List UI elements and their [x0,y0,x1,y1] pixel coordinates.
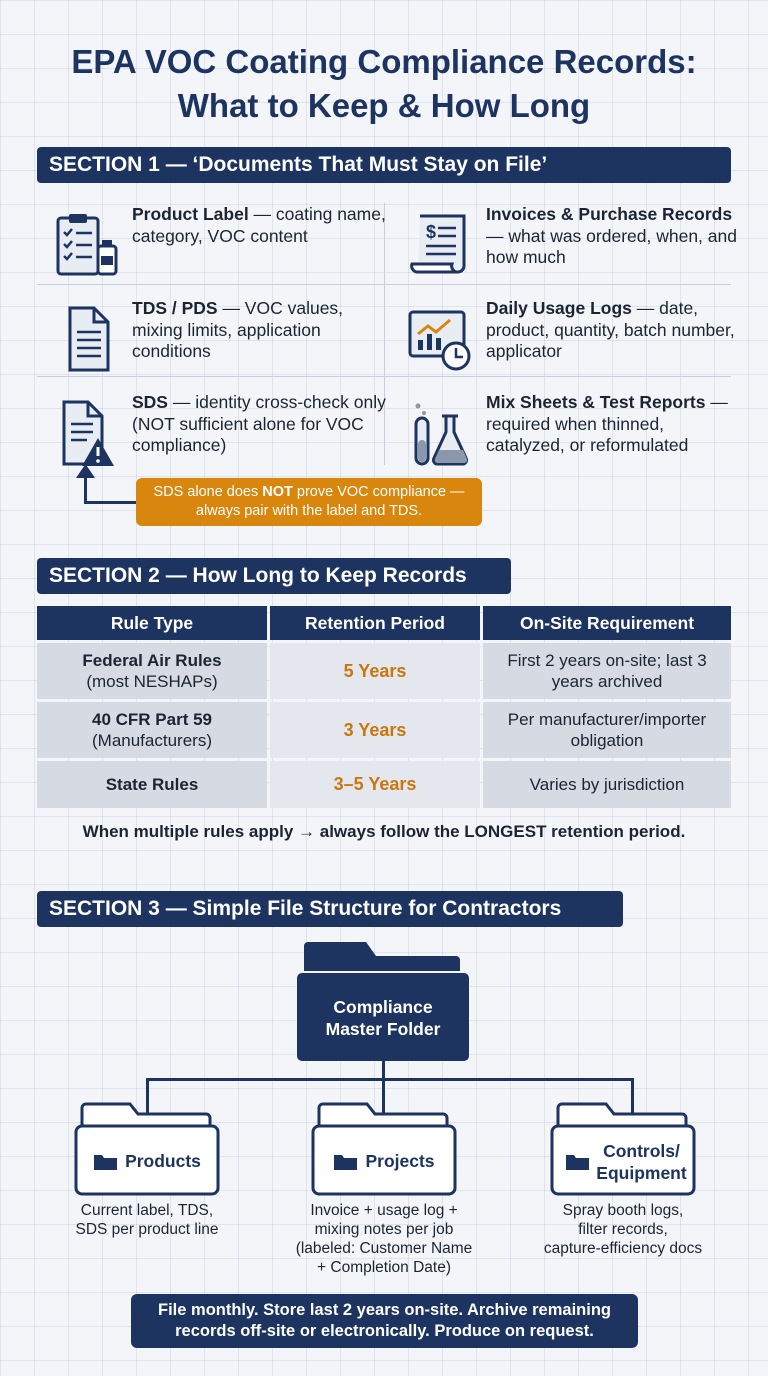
doc-name: Mix Sheets & Test Reports [486,392,706,412]
doc-name: Invoices & Purchase Records [486,204,733,224]
doc-name: SDS [132,392,168,412]
products-folder-label [74,1151,220,1172]
rule-sub: (Manufacturers) [92,731,212,750]
products-folder-description [44,1201,250,1239]
rule-sub: (most NESHAPs) [86,672,218,691]
desc-line: capture-efficiency docs [543,1240,703,1257]
filing-instructions-box [131,1294,638,1348]
desc-line: filter records, [578,1221,668,1238]
lab-flask-icon [406,400,474,468]
desc-line: mixing notes per job [314,1221,454,1238]
doc-item-daily-usage-logs [396,298,736,384]
title-line-1: EPA VOC Coating Compliance Records: [71,43,697,80]
projects-label-text: Projects [365,1151,435,1171]
table-row-1-rule [37,643,267,699]
doc-item-invoices [396,204,736,290]
doc-desc: — date, product, quantity, batch number, applicator [486,298,735,361]
doc-desc: — required when thinned, catalyzed, or reformulated [486,392,728,455]
controls-folder-description [520,1201,726,1258]
doc-text [486,392,746,457]
desc-line: Invoice + usage log + [310,1202,458,1219]
filing-line-2: records off-site or electronically. Produce on request. [175,1322,594,1340]
rule-name: 40 CFR Part 59 [92,710,212,729]
section1-header: SECTION 1 — ‘Documents That Must Stay on File’ [37,147,731,183]
projects-folder-description [278,1201,490,1277]
desc-line: (labeled: Customer Name [295,1240,473,1257]
warning-text-post: prove VOC compliance — always pair with the label and TDS. [195,484,465,519]
controls-label-line2: Equipment [596,1163,687,1183]
section3-header: SECTION 3 — Simple File Structure for Contractors [37,891,623,927]
warning-text-pre: SDS alone does [153,484,263,500]
invoice-receipt-icon [406,212,474,280]
controls-folder-label [556,1140,696,1184]
filing-line-1: File monthly. Store last 2 years on-site. Archive remaining [158,1301,611,1319]
products-label-text: Products [125,1151,201,1171]
column-header-retention-period: Retention Period [270,606,480,640]
controls-label-line1: Controls/ [603,1141,680,1161]
desc-line: Current label, TDS, [80,1202,214,1219]
rule-name: State Rules [105,775,199,794]
desc-line: Spray booth logs, [562,1202,684,1219]
document-warning-icon [52,400,120,468]
table-row-3-period: 3–5 Years [270,761,480,808]
arrow-up-icon [76,464,95,478]
doc-text [132,204,392,247]
master-folder-label-line1: Compliance [333,997,433,1017]
svg-text:$: $ [426,222,437,242]
column-header-onsite-requirement: On-Site Requirement [483,606,731,640]
products-folder-outline-icon [74,1102,220,1196]
doc-text [132,298,392,363]
doc-item-product-label [42,204,386,290]
small-folder-icon [93,1153,119,1171]
doc-item-mix-sheets [396,392,736,478]
desc-line: SDS per product line [75,1221,219,1238]
master-folder-label-line2: Master Folder [325,1019,441,1039]
table-row-3-rule [37,761,267,808]
master-folder-label [296,996,470,1040]
page-title [0,40,768,128]
title-line-2: What to Keep & How Long [177,87,591,124]
table-row-1-period: 5 Years [270,643,480,699]
clipboard-checklist-icon [52,212,120,280]
table-row-3-onsite: Varies by jurisdiction [483,761,731,808]
sds-warning-callout [136,478,482,526]
controls-label-text [596,1140,686,1184]
table-row-2-onsite: Per manufacturer/importer obligation [483,702,731,758]
doc-text [486,204,746,269]
warning-text-bold: NOT [262,484,293,500]
table-row-1-onsite: First 2 years on-site; last 3 years archived [483,643,731,699]
longest-retention-note: When multiple rules apply → always follow the LONGEST retention period. [82,822,686,841]
rule-name: Federal Air Rules [82,651,222,670]
doc-name: TDS / PDS [132,298,218,318]
doc-text [486,298,746,363]
projects-folder-label [311,1151,457,1172]
chart-clock-icon [406,306,474,374]
doc-name: Daily Usage Logs [486,298,632,318]
document-icon [52,306,120,374]
table-row-2-period: 3 Years [270,702,480,758]
warning-arrow-connector [84,501,136,504]
small-folder-icon [333,1153,359,1171]
table-row-2-rule [37,702,267,758]
doc-item-tds-pds [42,298,382,384]
doc-desc: — VOC values, mixing limits, application conditions [132,298,344,361]
section2-header: SECTION 2 — How Long to Keep Records [37,558,511,594]
small-folder-icon [565,1153,591,1171]
column-header-rule-type: Rule Type [37,606,267,640]
projects-folder-outline-icon [311,1102,457,1196]
tree-branch-line [146,1078,634,1081]
desc-line: + Completion Date) [317,1259,451,1276]
doc-name: Product Label [132,204,249,224]
doc-desc: — what was ordered, when, and how much [486,225,737,267]
doc-desc: — coating name, category, VOC content [132,204,386,246]
doc-desc: — identity cross-check only (NOT sufficient alone for VOC compliance) [132,392,386,455]
doc-text [132,392,392,457]
warning-arrow-shaft [84,474,87,504]
